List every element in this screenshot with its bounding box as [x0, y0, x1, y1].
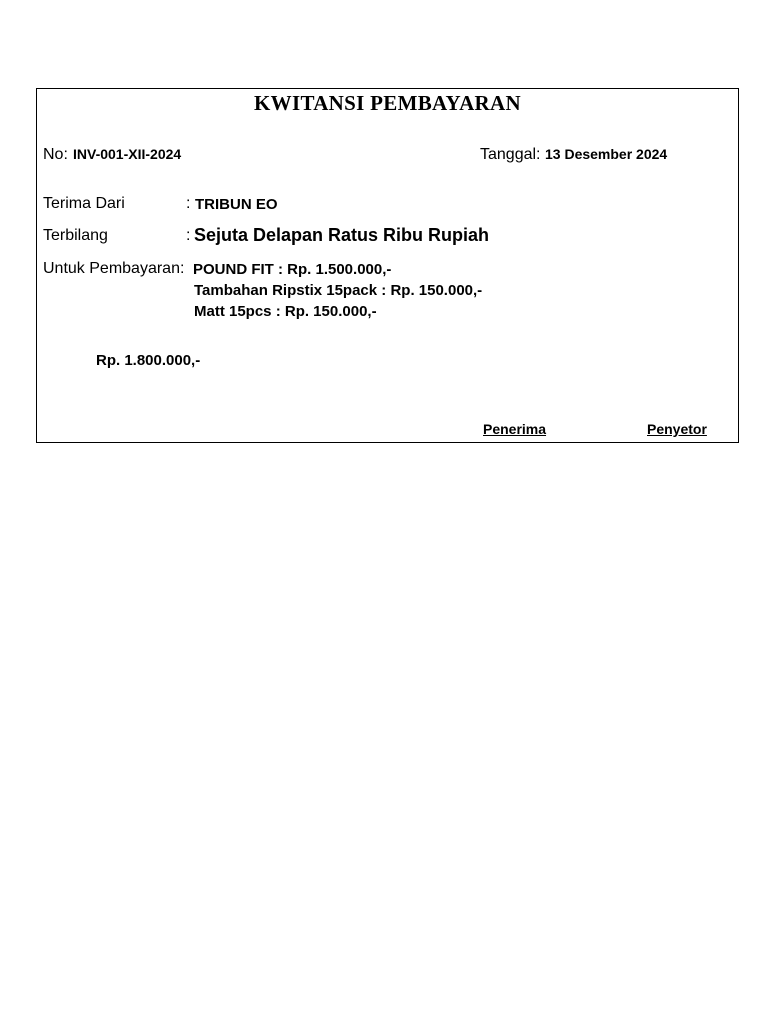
receipt-box: [36, 88, 739, 443]
payment-item: Matt 15pcs : Rp. 150.000,-: [194, 303, 377, 320]
amount-words-value: Sejuta Delapan Ratus Ribu Rupiah: [194, 225, 490, 245]
total-amount: Rp. 1.800.000,-: [96, 352, 201, 369]
payment-item: POUND FIT : Rp. 1.500.000,-: [193, 261, 392, 278]
receipt-title: KWITANSI PEMBAYARAN: [254, 91, 521, 115]
recipient-signature-label: Penerima: [483, 421, 547, 437]
amount-words-label: Terbilang: [43, 227, 108, 244]
received-from-value: TRIBUN EO: [195, 196, 278, 213]
number-value: INV-001-XII-2024: [73, 146, 182, 162]
date-value: 13 Desember 2024: [545, 146, 668, 162]
received-from-label: Terima Dari: [43, 195, 125, 212]
number-label: No:: [43, 146, 68, 163]
payment-for-label: Untuk Pembayaran:: [43, 260, 185, 277]
received-from-colon: :: [186, 195, 191, 212]
date-label: Tanggal:: [480, 146, 541, 163]
payment-item: Tambahan Ripstix 15pack : Rp. 150.000,-: [194, 282, 483, 299]
payer-signature-label: Penyetor: [647, 421, 707, 437]
amount-words-colon: :: [186, 227, 191, 244]
